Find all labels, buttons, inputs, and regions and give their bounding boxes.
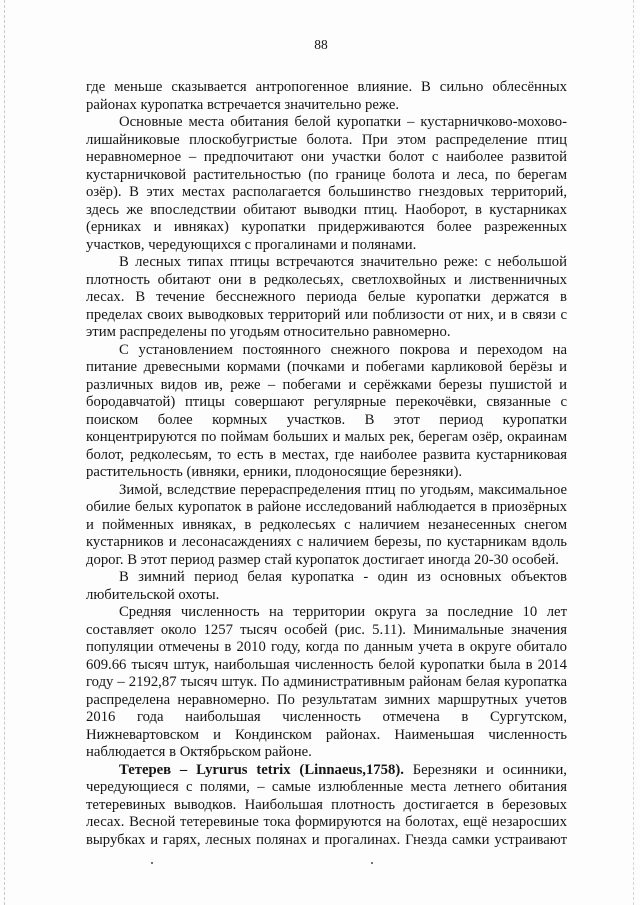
text-line: дорог. В этот период размер стай куропаток достигает иногда 20-30 особей. xyxy=(86,551,559,568)
text-line: тетеревиных выводков. Наибольшая плотность достигается в березовых xyxy=(86,796,567,813)
text-line: плотность обитают они в редколесьях, светлохвойных и лиственничных xyxy=(86,271,567,288)
paragraph xyxy=(86,569,567,604)
text-line: Нижневартовском и Кондинском районах. Наименьшая численность xyxy=(86,726,567,743)
text-line: этим распределены по угодьям относительно равномерно. xyxy=(86,324,451,340)
text-line: вырубках и гарях, лесных полянах и прогалинах. Гнезда самки устраивают xyxy=(86,831,568,848)
scan-edge-right xyxy=(633,0,634,905)
text-line: 2016 года наибольшая численность отмечена в Сургутском, xyxy=(86,709,567,725)
page-number: 88 xyxy=(314,37,328,52)
scan-speck xyxy=(151,862,153,864)
paragraph xyxy=(86,342,567,482)
text-line: любительской охоты. xyxy=(86,586,220,603)
text-line: где меньше сказывается антропогенное влияние. В сильно облесённых xyxy=(86,79,567,95)
paragraph xyxy=(86,604,567,762)
scan-edge-left xyxy=(4,0,5,905)
text-line: лесах. В течение бесснежного периода белые куропатки держатся в xyxy=(86,289,567,305)
text-line: концентрируются по поймам больших и малых рек, берегам озёр, окраинам xyxy=(86,429,568,445)
text-line: поиском более кормных участков. В этот период куропатки xyxy=(86,411,567,428)
text-line: различных видов ив, реже – побегами и серёжками березы пушистой и xyxy=(86,376,567,393)
text-line: болот, редколесьям, то есть в местах, где наиболее развита кустарниковая xyxy=(86,446,567,463)
paragraph xyxy=(86,79,567,114)
text-line: здесь же впоследствии обитают выводки птиц. Наоборот, в кустарниках xyxy=(86,201,567,218)
text-line: популяции отмечены в 2010 году, когда по данным учета в округе обитало xyxy=(86,639,567,655)
text-line: Основные места обитания белой куропатки – кустарничково-мохово- xyxy=(119,114,567,130)
text-line: С установлением постоянного снежного покрова и переходом на xyxy=(119,341,567,358)
scan-speck xyxy=(371,862,373,864)
paragraph xyxy=(86,114,567,254)
species-heading: Тетерев – Lyrurus tetrix (Linnaeus,1758). xyxy=(119,761,404,778)
text-line: неравномерное – предпочитают они участки болот с наиболее развитой xyxy=(86,149,567,165)
body-text xyxy=(86,79,567,849)
text-line: обилие белых куропаток в районе исследований наблюдается в приозёрных xyxy=(86,499,568,515)
text-line: бородавчатой) птицы совершают регулярные перекочёвки, связанные с xyxy=(86,394,567,410)
text-line: году – 2192,87 тысяч штук. По административным районам белая куропатка xyxy=(86,674,567,690)
text-line: чередующиеся с полями, – самые излюбленные места летнего обитания xyxy=(86,779,567,795)
text-line: (ерниках и ивняках) куропатки придерживаются более разреженных xyxy=(86,219,567,235)
text-line: озёр). В этих местах располагается большинство гнездовых территорий, xyxy=(86,184,567,200)
text-line: лесах. Весной тетеревиные тока формируются на болотах, ещё незаросших xyxy=(86,814,567,830)
text-line: участков, чередующихся с прогалинами и полянами. xyxy=(86,236,417,253)
text-line xyxy=(86,762,567,780)
text-line: пределах своих выводковых территорий или поблизости от них, и в связи с xyxy=(86,306,567,323)
text-line: Средняя численность на территории округа за последние 10 лет xyxy=(119,604,567,620)
text-line: Зимой, вследствие перераспределения птиц по угодьям, максимальное xyxy=(119,481,567,498)
text-line: кустарников и лесонасаждениях с наличием березы, по кустарникам вдоль xyxy=(86,534,567,550)
text-line: лишайниковые плоскобугристые болота. При этом распределение птиц xyxy=(86,131,567,148)
text-line: распределена неравномерно. По результатам зимних маршрутных учетов xyxy=(86,691,567,708)
text-line: кустарничковой растительностью (по границе болота и леса, по берегам xyxy=(86,166,567,183)
text-line: 609.66 тысяч штук, наибольшая численность белой куропатки была в 2014 xyxy=(86,656,567,673)
text-line: районах куропатка встречается значительно реже. xyxy=(86,96,400,113)
text-line: растительность (ивняки, ерники, плодоносящие березняки). xyxy=(86,464,463,480)
text-line: наблюдается в Октябрьском районе. xyxy=(86,744,312,760)
paragraph xyxy=(86,762,567,850)
text-line-run: Березняки и осинники, xyxy=(412,761,567,778)
text-line: В лесных типах птицы встречаются значительно реже: с небольшой xyxy=(119,254,567,270)
text-line: составляет около 1257 тысяч особей (рис. 5.11). Минимальные значения xyxy=(86,621,567,638)
paragraph xyxy=(86,482,567,570)
text-line: В зимний период белая куропатка - один из основных объектов xyxy=(119,569,567,585)
paragraph xyxy=(86,254,567,342)
text-line: питание древесными кормами (почками и побегами карликовой берёзы и xyxy=(86,359,567,375)
text-line: и пойменных ивняках, в редколесьях с наличием незанесенных снегом xyxy=(86,516,567,533)
